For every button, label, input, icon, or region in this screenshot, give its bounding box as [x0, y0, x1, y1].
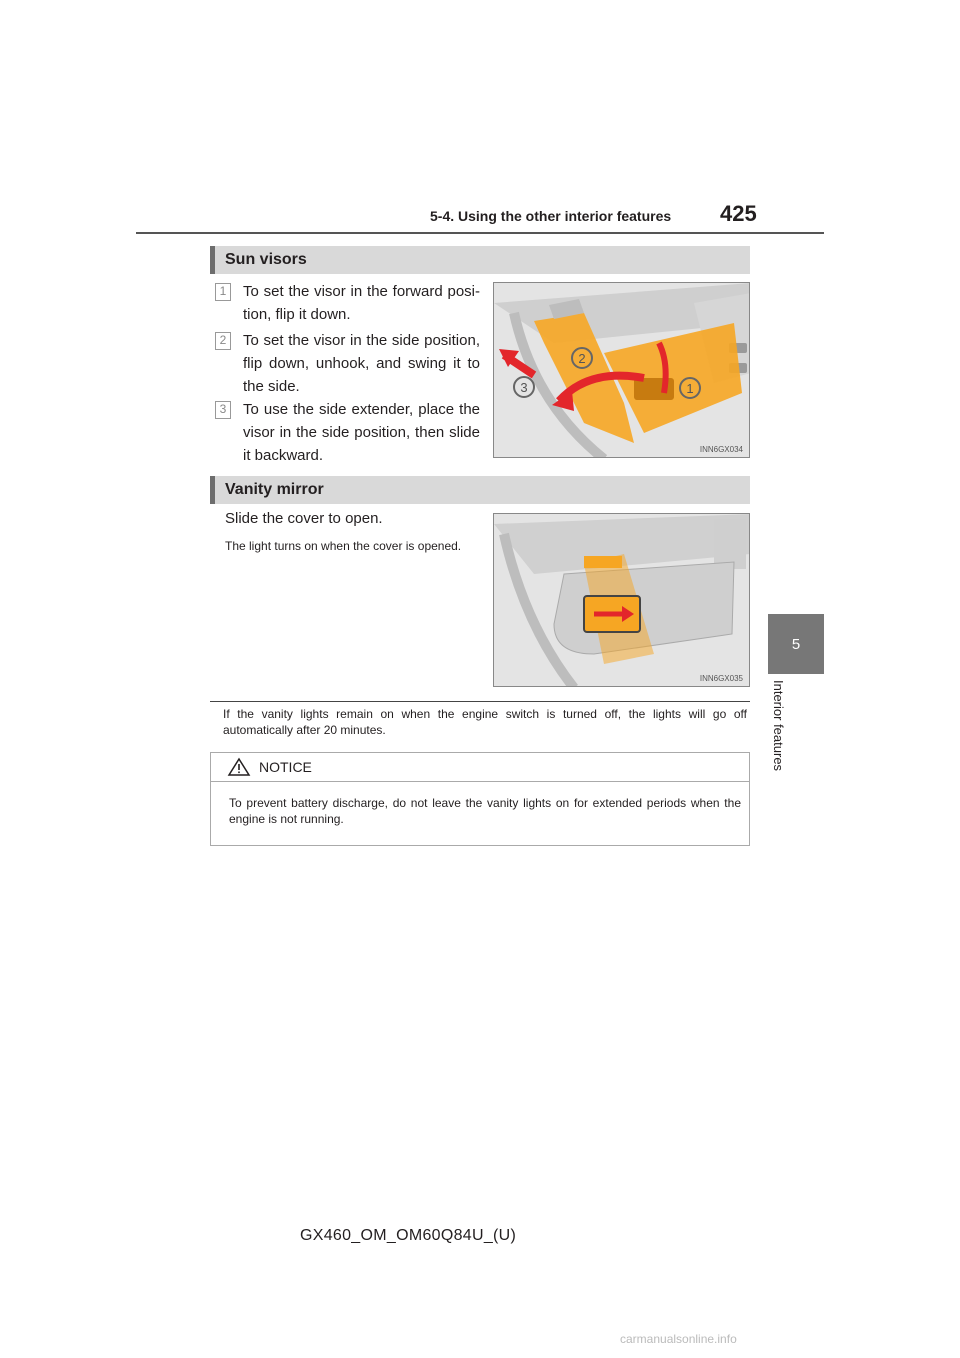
page-number: 425: [720, 201, 757, 226]
header-divider: [136, 232, 824, 234]
figure-code: INN6GX034: [699, 445, 743, 454]
vanity-mirror-drawing: [494, 514, 750, 687]
vanity-instruction: Slide the cover to open.: [225, 510, 383, 527]
step-number: 1: [215, 283, 231, 301]
vanity-mirror-illustration: [493, 513, 750, 687]
notice-header: [211, 753, 749, 782]
step-number: 2: [215, 332, 231, 350]
callout-3: 3: [520, 380, 528, 395]
notice-title: NOTICE: [259, 759, 312, 775]
step-text: To set the visor in the side position, flip down, unhook, and swing it to the side.: [243, 332, 480, 395]
header-section-title: 5-4. Using the other interior features: [430, 208, 672, 224]
sun-visor-illustration: [493, 282, 750, 458]
notice-box: [210, 752, 750, 846]
chapter-number: 5: [791, 635, 801, 653]
notice-text: To prevent battery discharge, do not leave the vanity lights on for extended periods when the engine is not running.: [229, 796, 741, 826]
chapter-tab: [768, 614, 824, 674]
section-heading-vanity-mirror: Vanity mirror: [210, 476, 750, 504]
step-number: 3: [215, 401, 231, 419]
footnote-divider: [210, 701, 750, 702]
footnote-text: If the vanity lights remain on when the engine switch is turned off, the lights will go off automatically after 20 minutes.: [223, 707, 747, 737]
vanity-note: The light turns on when the cover is opened.: [225, 539, 462, 553]
step-item: [215, 398, 480, 467]
callout-1: 1: [686, 381, 694, 396]
section-heading-sun-visors: Sun visors: [210, 246, 750, 274]
step-text: To use the side extender, place the visor in the side position, then slide it backward.: [243, 401, 480, 464]
callout-2: 2: [578, 351, 586, 366]
chapter-label: Interior features: [771, 680, 786, 772]
sun-visor-drawing: [494, 283, 750, 458]
warning-triangle-icon: [227, 757, 251, 777]
document-code: GX460_OM_OM60Q84U_(U): [300, 1227, 517, 1244]
watermark: carmanualsonline.info: [620, 1332, 737, 1346]
step-item: [215, 280, 480, 326]
figure-code: INN6GX035: [699, 674, 743, 683]
step-text: To set the visor in the forward posi-tion, flip it down.: [243, 283, 480, 323]
step-item: [215, 329, 480, 398]
